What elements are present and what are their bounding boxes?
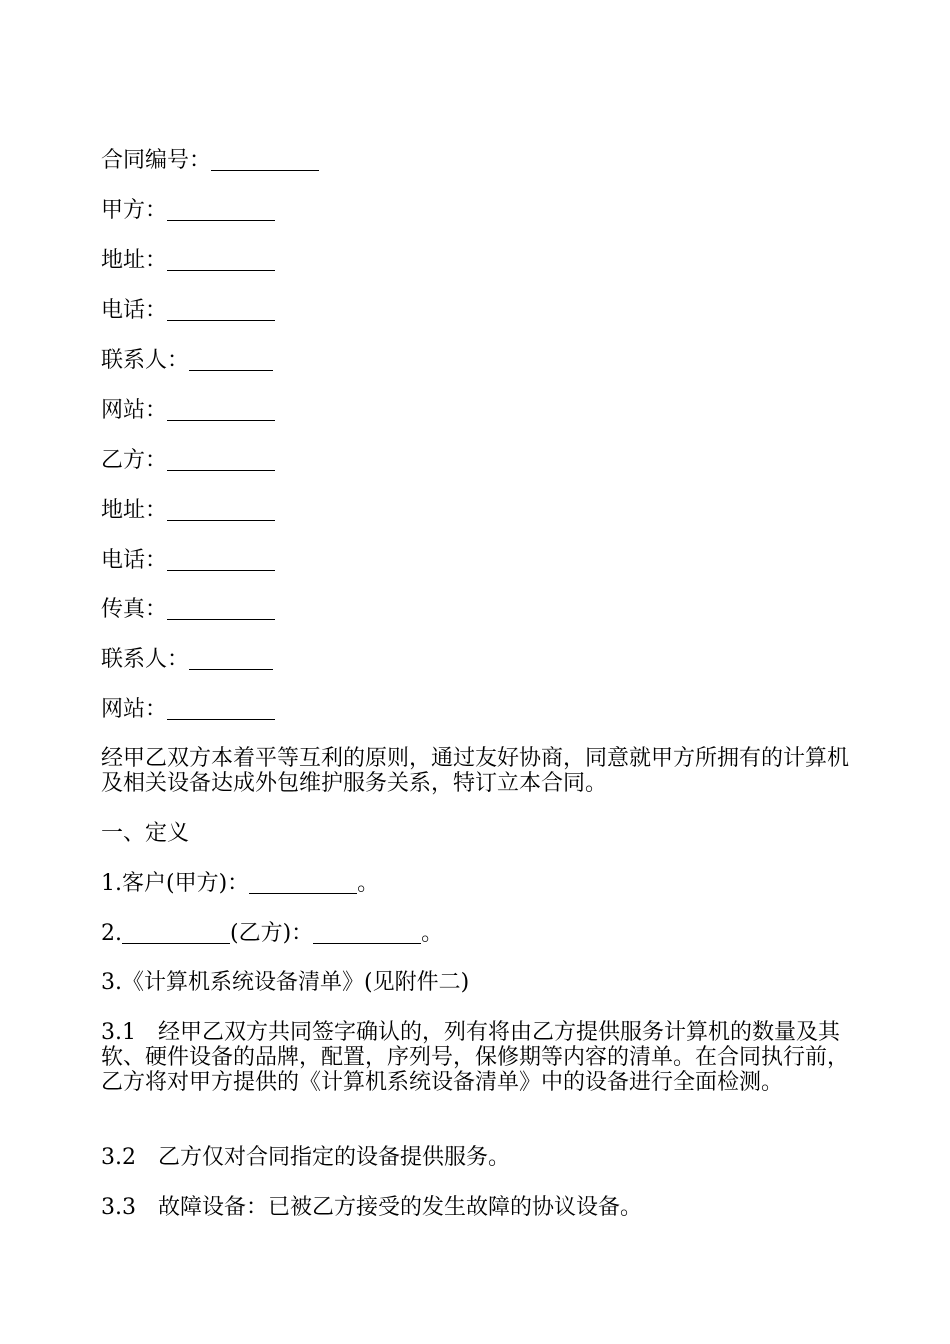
field-label: 乙方： bbox=[101, 448, 168, 473]
clause-3-3 bbox=[101, 1195, 642, 1221]
blank-line[interactable] bbox=[167, 400, 275, 421]
field-party-a-phone bbox=[101, 298, 275, 324]
field-contract-number bbox=[101, 148, 319, 174]
blank-line[interactable] bbox=[167, 200, 275, 221]
clause-text: 乙方仅对合同指定的设备提供服务。 bbox=[158, 1145, 511, 1170]
field-party-a bbox=[101, 198, 275, 224]
blank-line[interactable] bbox=[167, 699, 275, 720]
blank-line[interactable] bbox=[122, 923, 230, 944]
clause-number: 3.1 bbox=[101, 1020, 136, 1045]
blank-line[interactable] bbox=[167, 300, 275, 321]
field-label: 联系人： bbox=[101, 647, 190, 672]
blank-line[interactable] bbox=[167, 500, 275, 521]
clause-3-2 bbox=[101, 1145, 510, 1171]
clause-3-1 bbox=[101, 1020, 851, 1095]
blank-line[interactable] bbox=[167, 450, 275, 471]
definition-1 bbox=[101, 871, 379, 897]
field-label: 合同编号： bbox=[101, 148, 212, 173]
contract-page bbox=[101, 0, 851, 1344]
blank-line[interactable] bbox=[167, 250, 275, 271]
field-party-b bbox=[101, 448, 275, 474]
clause-text: 经甲乙双方共同签字确认的，列有将由乙方提供服务计算机的数量及其软、硬件设备的品牌，配置，序列号，保修期等内容的清单。在合同执行前，乙方将对甲方提供的《计算机系统设备清单》中的设备进行全面检测。 bbox=[101, 1020, 850, 1095]
field-label: 电话： bbox=[101, 298, 168, 323]
definition-suffix: 。 bbox=[421, 921, 444, 946]
definition-3: 3.《计算机系统设备清单》(见附件二) bbox=[101, 970, 470, 995]
field-party-b-phone bbox=[101, 548, 275, 574]
clause-text: 故障设备：已被乙方接受的发生故障的协议设备。 bbox=[158, 1195, 643, 1220]
field-party-b-contact bbox=[101, 647, 273, 673]
clause-number: 3.3 bbox=[101, 1195, 136, 1220]
blank-line[interactable] bbox=[189, 649, 273, 670]
blank-line[interactable] bbox=[189, 350, 273, 371]
blank-line[interactable] bbox=[249, 873, 357, 894]
intro-paragraph: 经甲乙双方本着平等互利的原则，通过友好协商，同意就甲方所拥有的计算机及相关设备达成外包维护服务关系，特订立本合同。 bbox=[101, 746, 850, 796]
field-party-b-fax bbox=[101, 597, 275, 623]
field-label: 网站： bbox=[101, 697, 168, 722]
definition-text: 2. bbox=[101, 921, 122, 946]
section-title: 一、定义 bbox=[101, 821, 190, 846]
blank-line[interactable] bbox=[313, 923, 421, 944]
field-label: 传真： bbox=[101, 597, 168, 622]
clause-number: 3.2 bbox=[101, 1145, 136, 1170]
definition-suffix: 。 bbox=[357, 871, 380, 896]
field-party-a-contact bbox=[101, 348, 273, 374]
field-label: 地址： bbox=[101, 498, 168, 523]
definition-middle: (乙方)： bbox=[230, 921, 314, 946]
blank-line[interactable] bbox=[167, 599, 275, 620]
field-label: 地址： bbox=[101, 248, 168, 273]
field-label: 甲方： bbox=[101, 198, 168, 223]
field-party-a-address bbox=[101, 248, 275, 274]
field-party-b-address bbox=[101, 498, 275, 524]
field-label: 网站： bbox=[101, 398, 168, 423]
field-label: 电话： bbox=[101, 548, 168, 573]
blank-line[interactable] bbox=[167, 550, 275, 571]
field-label: 联系人： bbox=[101, 348, 190, 373]
blank-line[interactable] bbox=[211, 150, 319, 171]
definition-text: 1.客户(甲方)： bbox=[101, 871, 250, 896]
field-party-b-website bbox=[101, 697, 275, 723]
definition-2 bbox=[101, 921, 443, 947]
field-party-a-website bbox=[101, 398, 275, 424]
